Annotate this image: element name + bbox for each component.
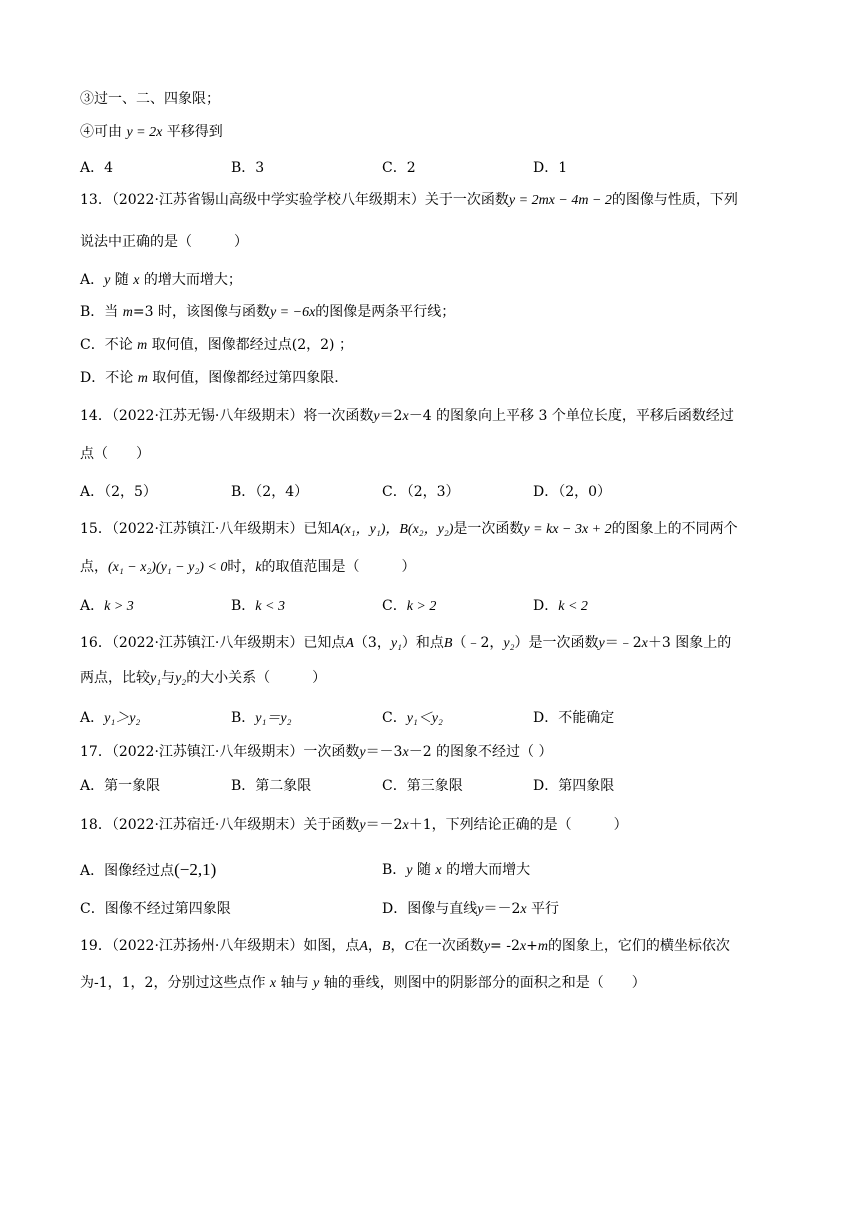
text: ③过一、二、四象限； (80, 91, 220, 107)
text: 随 (114, 272, 129, 288)
math-expr: k > 3 (104, 599, 134, 614)
option-label: A． (80, 710, 105, 726)
text: 的图像与性质，下列 (611, 192, 738, 208)
math-var: m (537, 939, 548, 954)
text: ＝﹣2 (604, 635, 642, 651)
text: 时， (227, 559, 256, 575)
text: 19．（2022·江苏扬州·八年级期末）如图，点 (80, 938, 360, 954)
text: + (526, 938, 538, 954)
text: 说法中正确的是（ ） (80, 234, 248, 250)
option-label: B． (231, 710, 256, 726)
option-a (80, 708, 140, 728)
math-var: C (404, 939, 414, 954)
text: ＝2 (379, 408, 403, 424)
option-b (231, 708, 291, 728)
text: ）和点 (401, 635, 444, 651)
text: 轴与 (280, 975, 309, 991)
math-var: x (520, 902, 527, 917)
option-c: C．第三象限 (382, 778, 463, 794)
text: 的图象上的不同两个 (611, 521, 738, 537)
math-expr: y = −6x (269, 305, 316, 320)
math-var: m (137, 371, 148, 386)
option-label: D． (533, 710, 559, 726)
math-var: x (519, 939, 527, 954)
option-b: B．第二象限 (231, 778, 312, 794)
q13-option-d (80, 368, 339, 388)
q13-option-a (80, 270, 242, 290)
text: ＋1，下列结论正确的是（ ） (408, 817, 628, 833)
text: 的大小关系（ ） (186, 670, 327, 686)
math-var: m (122, 305, 133, 320)
math-expr: y = 2mx − 4m − 2 (508, 193, 612, 208)
q14-stem (80, 406, 734, 426)
math-expr: A(x₁，y₁)，B(x₂，y₂) (331, 522, 454, 537)
option-label: D． (533, 598, 559, 614)
option-b (382, 860, 530, 880)
math-var: y (373, 409, 380, 424)
math-var: B (381, 939, 391, 954)
option-a (80, 860, 216, 880)
option-c (382, 708, 443, 728)
math-var: y (359, 818, 366, 833)
math-expr: k < 2 (558, 599, 588, 614)
option-label: B． (231, 598, 256, 614)
text: 的取值范围是（ ） (261, 559, 416, 575)
text: ， (390, 938, 405, 954)
option-c (382, 596, 436, 616)
math-var: y₁ (390, 636, 402, 651)
text: ＝－3 (365, 744, 403, 760)
text: 15．（2022·江苏镇江·八年级期末）已知 (80, 521, 332, 537)
text: A． (80, 272, 105, 288)
text: 随 (416, 862, 431, 878)
text: （3， (353, 635, 391, 651)
q19-stem (80, 936, 730, 956)
text: 13．（2022·江苏省锡山高级中学实验学校八年级期末）关于一次函数 (80, 192, 509, 208)
math-expr: y₁＞y₂ (104, 711, 141, 726)
text: A．图像经过点 (80, 863, 175, 879)
option-c: C．2 (382, 160, 416, 176)
text: 取何值，图像都经过第四象限. (152, 370, 339, 386)
option-c: C．（2，3） (382, 484, 460, 500)
q18-stem (80, 815, 628, 835)
q12-statement-4 (80, 122, 223, 142)
math-expr: k > 2 (406, 599, 437, 614)
text: D．不论 (80, 370, 138, 386)
q13-stem (80, 190, 738, 210)
q12-statement-3 (80, 89, 220, 109)
option-b: B．3 (231, 160, 265, 176)
math-point: (−2,1) (174, 860, 217, 879)
math-var: A (345, 636, 354, 651)
math-var: x (641, 636, 648, 651)
math-expr: (x₁ − x₂)(y₁ − y₂) < 0 (108, 560, 228, 575)
option-text: 不能确定 (558, 710, 615, 726)
text: ④可由 (80, 124, 122, 140)
text: 轴的垂线，则图中的阴影部分的面积之和是（ ） (323, 975, 646, 991)
math-var: x (402, 409, 409, 424)
math-expr: y = kx − 3x + 2 (523, 522, 612, 537)
math-var: y (406, 863, 413, 878)
text: 的增大而增大 (446, 862, 531, 878)
math-var: y (359, 745, 366, 760)
q17-stem (80, 742, 553, 762)
text: ＝－2 (483, 901, 521, 917)
text: 与 (161, 670, 176, 686)
text: 平行 (531, 901, 560, 917)
option-d: D．（2，0） (533, 484, 612, 500)
option-d: D．1 (533, 160, 568, 176)
text: 18．（2022·江苏宿迁·八年级期末）关于函数 (80, 817, 360, 833)
q14-stem-cont (80, 444, 150, 464)
q13-stem-cont (80, 232, 248, 252)
text: 点， (80, 559, 108, 575)
math-var: y₂ (175, 671, 187, 686)
text: 点（ ） (80, 446, 150, 462)
text: 是一次函数 (453, 521, 524, 537)
math-var: m (137, 338, 148, 353)
option-label: C． (382, 598, 407, 614)
text: 的增大而增大； (143, 272, 242, 288)
option-d: D．第四象限 (533, 778, 615, 794)
q16-stem-cont (80, 668, 326, 688)
math-var: B (443, 636, 453, 651)
text: D．图像与直线 (382, 901, 478, 917)
q19-stem-cont (80, 973, 646, 993)
q15-stem-cont (80, 557, 416, 577)
option-label: A． (80, 598, 105, 614)
math-var: x (269, 976, 277, 991)
option-a: A．（2，5） (80, 484, 157, 500)
option-a: A．4 (80, 160, 114, 176)
option-c: C．图像不经过第四象限 (80, 901, 231, 917)
text: ）是一次函数 (514, 635, 599, 651)
math-var: y₂ (503, 636, 515, 651)
math-expr: y₁＝y₂ (255, 711, 292, 726)
text: 17．（2022·江苏镇江·八年级期末）一次函数 (80, 744, 360, 760)
math-var: x (133, 273, 140, 288)
text: －2 的图象不经过（ ） (408, 744, 553, 760)
math-var: y (313, 976, 320, 991)
math-expr: k < 3 (255, 599, 285, 614)
math-var: x (402, 745, 409, 760)
q13-option-c (80, 335, 353, 355)
text: 两点，比较 (80, 670, 150, 686)
math-var: A (359, 939, 368, 954)
text: C．不论 (80, 337, 138, 353)
q15-stem (80, 519, 738, 539)
math-var: y (598, 636, 605, 651)
math-var: x (402, 818, 409, 833)
text: B．当 (80, 304, 123, 320)
math-var: y (104, 273, 111, 288)
option-b (231, 596, 285, 616)
text: =3 时，该图像与函数 (132, 304, 270, 320)
math-var: k (255, 560, 262, 575)
text: ＝－2 (365, 817, 403, 833)
q16-stem (80, 633, 731, 653)
text: ＋3 图象上的 (647, 635, 732, 651)
math-var: y₁ (150, 671, 162, 686)
math-var: y (483, 939, 491, 954)
text: 的图像是两条平行线； (315, 304, 456, 320)
text: B． (382, 862, 407, 878)
option-d (533, 596, 588, 616)
math-var: y (477, 902, 484, 917)
text: 的图象上，它们的横坐标依次 (547, 938, 730, 954)
q13-option-b (80, 302, 455, 322)
math-expr: y₁＜y₂ (406, 711, 443, 726)
text: 为-1，1，2，分别过这些点作 (80, 975, 266, 991)
text: = -2 (490, 938, 520, 954)
option-a: A．第一象限 (80, 778, 161, 794)
text: 在一次函数 (413, 938, 484, 954)
text: －4 的图象向上平移 3 个单位长度，平移后函数经过 (408, 408, 734, 424)
option-a (80, 596, 134, 616)
math-var: x (435, 863, 442, 878)
text: 取何值，图像都经过点(2，2) ； (151, 337, 353, 353)
text: 14．（2022·江苏无锡·八年级期末）将一次函数 (80, 408, 374, 424)
text: （﹣2， (452, 635, 504, 651)
text: ， (367, 938, 382, 954)
math-expr: y = 2x (126, 125, 163, 140)
text: 平移得到 (166, 124, 223, 140)
option-label: C． (382, 710, 407, 726)
option-d (533, 708, 614, 728)
text: 16．（2022·江苏镇江·八年级期末）已知点 (80, 635, 346, 651)
option-b: B．（2，4） (231, 484, 309, 500)
option-d (382, 899, 559, 919)
